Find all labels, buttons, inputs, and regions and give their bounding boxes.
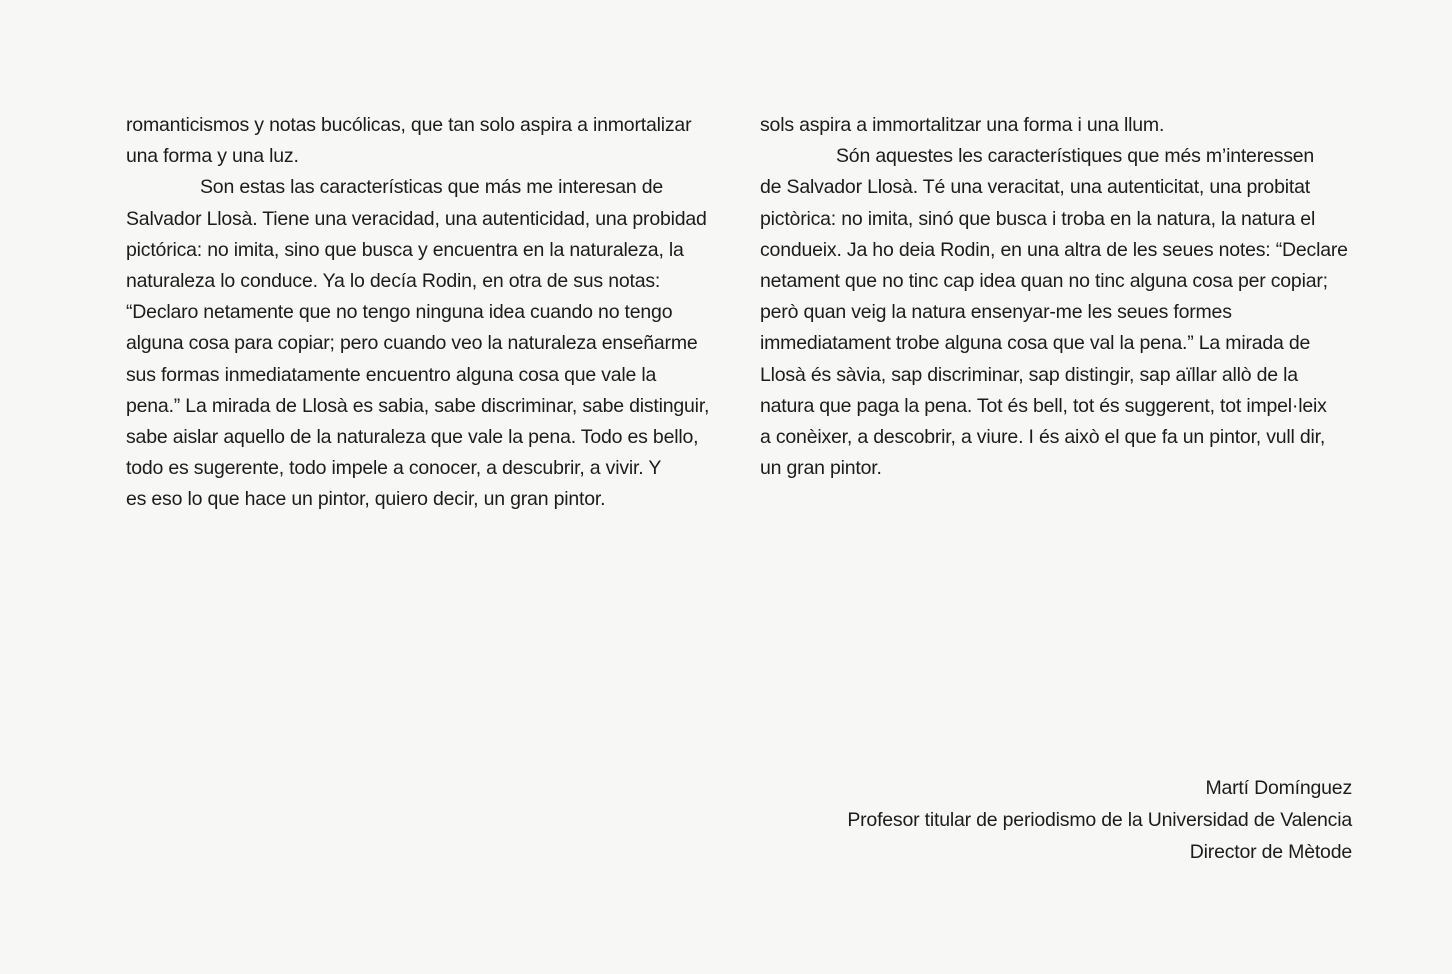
text-line: Salvador Llosà. Tiene una veracidad, una autenticidad, una probidad — [126, 207, 707, 230]
text-line: naturaleza lo conduce. Ya lo decía Rodin, en otra de sus notas: — [126, 270, 661, 293]
text-line: Llosà és sàvia, sap discriminar, sap distingir, sap aïllar allò de la — [760, 363, 1298, 386]
author-role: Director de Mètode — [1189, 841, 1352, 863]
text-line: condueix. Ja ho deia Rodin, en una altra de les seues notes: “Declare — [760, 238, 1348, 261]
author-signature — [847, 772, 1352, 868]
catalan-text-column — [760, 110, 1360, 484]
spanish-text-column — [126, 110, 726, 516]
text-line: “Declaro netamente que no tengo ninguna idea cuando no tengo — [126, 301, 673, 324]
text-line: però quan veig la natura ensenyar-me les seues formes — [760, 301, 1232, 324]
text-line: es eso lo que hace un pintor, quiero decir, un gran pintor. — [126, 488, 606, 511]
author-name: Martí Domínguez — [1205, 777, 1352, 799]
text-line: todo es sugerente, todo impele a conocer, a descubrir, a vivir. Y — [126, 457, 662, 480]
text-line: pictórica: no imita, sino que busca y encuentra en la naturaleza, la — [126, 238, 684, 261]
text-line: de Salvador Llosà. Té una veracitat, una autenticitat, una probitat — [760, 176, 1310, 199]
text-line: netament que no tinc cap idea quan no tinc alguna cosa per copiar; — [760, 270, 1328, 293]
text-line: alguna cosa para copiar; pero cuando veo la naturaleza enseñarme — [126, 332, 698, 355]
text-line: pictòrica: no imita, sinó que busca i troba en la natura, la natura el — [760, 207, 1316, 230]
text-line: a conèixer, a descobrir, a viure. I és això el que fa un pintor, vull dir, — [760, 426, 1326, 449]
text-line: immediatament trobe alguna cosa que val la pena.” La mirada de — [760, 332, 1311, 355]
text-line: natura que paga la pena. Tot és bell, tot és suggerent, tot impel·leix — [760, 394, 1327, 417]
text-line: sols aspira a immortalitzar una forma i una llum. — [760, 114, 1165, 136]
author-title: Profesor titular de periodismo de la Universidad de Valencia — [847, 809, 1352, 831]
text-line: una forma y una luz. — [126, 145, 299, 168]
text-line: un gran pintor. — [760, 457, 882, 480]
text-line: sus formas inmediatamente encuentro alguna cosa que vale la — [126, 363, 657, 386]
paragraph-start-line: Son estas las características que más me interesan de — [200, 176, 664, 199]
text-line: romanticismos y notas bucólicas, que tan solo aspira a inmortalizar — [126, 114, 692, 136]
paragraph-start-line: Són aquestes les característiques que més m’interessen — [836, 145, 1315, 168]
text-line: sabe aislar aquello de la naturaleza que vale la pena. Todo es bello, — [126, 426, 699, 449]
text-line: pena.” La mirada de Llosà es sabia, sabe discriminar, sabe distinguir, — [126, 394, 710, 417]
